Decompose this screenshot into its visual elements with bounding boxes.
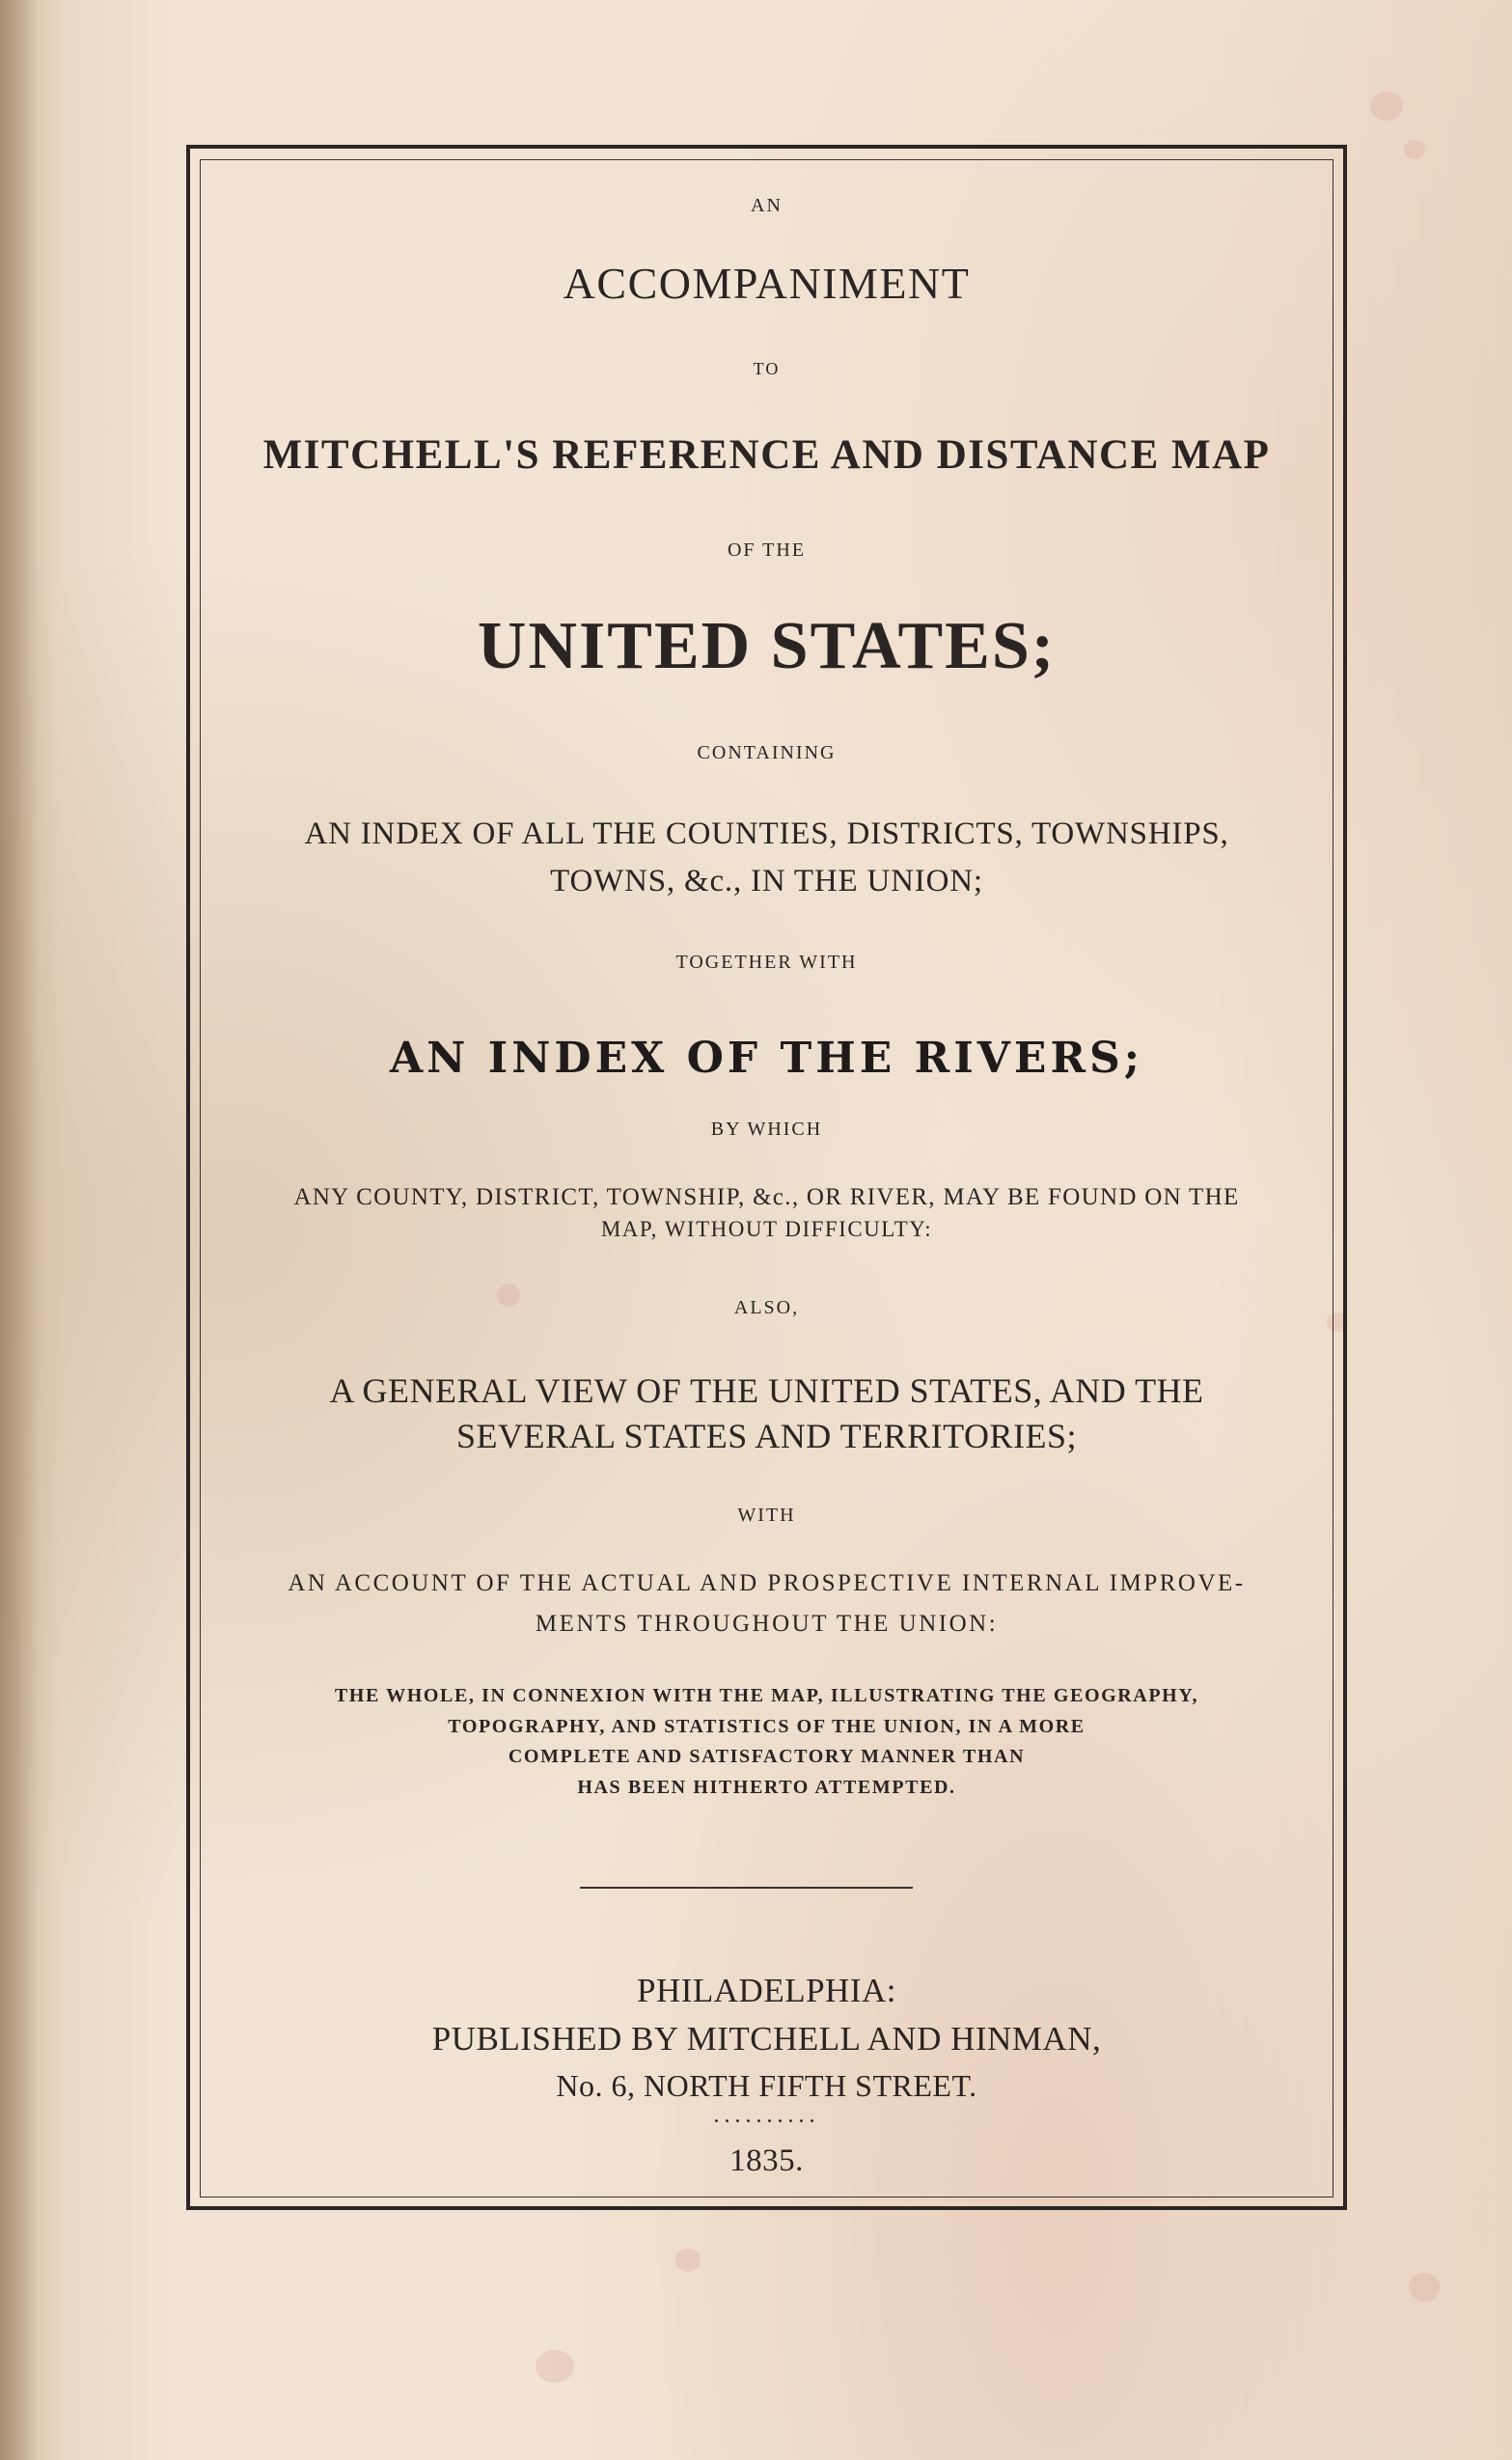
line-account-2: MENTS THROUGHOUT THE UNION: bbox=[535, 1611, 999, 1637]
line-by-which: BY WHICH bbox=[710, 1119, 823, 1140]
line-with: WITH bbox=[737, 1505, 796, 1526]
imprint-address: No. 6, NORTH FIFTH STREET. bbox=[556, 2068, 977, 2103]
title-page-content bbox=[200, 159, 1333, 2197]
line-together-with: TOGETHER WITH bbox=[675, 952, 858, 973]
line-an: AN bbox=[751, 195, 783, 216]
foxing-stain bbox=[1370, 92, 1403, 121]
line-united-states: UNITED STATES; bbox=[477, 609, 1057, 683]
foxing-stain bbox=[1404, 140, 1425, 159]
line-found-1: ANY COUNTY, DISTRICT, TOWNSHIP, &c., OR RIVER, MAY BE FOUND ON THE bbox=[293, 1184, 1240, 1210]
imprint-city: PHILADELPHIA: bbox=[637, 1972, 896, 2009]
line-index-rivers: AN INDEX OF THE RIVERS; bbox=[389, 1034, 1144, 1083]
line-of-the: OF THE bbox=[727, 539, 807, 561]
imprint-publisher: PUBLISHED BY MITCHELL AND HINMAN, bbox=[431, 2020, 1102, 2058]
line-whole-3: COMPLETE AND SATISFACTORY MANNER THAN bbox=[508, 1746, 1026, 1767]
line-whole-2: TOPOGRAPHY, AND STATISTICS OF THE UNION, IN A MORE bbox=[448, 1716, 1086, 1737]
foxing-stain bbox=[1409, 2273, 1440, 2302]
page-spine-shadow bbox=[0, 0, 39, 2460]
line-general-view-2: SEVERAL STATES AND TERRITORIES; bbox=[455, 1417, 1077, 1455]
line-to: TO bbox=[753, 359, 781, 378]
line-reference-map: MITCHELL'S REFERENCE AND DISTANCE MAP bbox=[262, 432, 1271, 478]
foxing-stain bbox=[536, 2350, 574, 2383]
foxing-stain bbox=[675, 2249, 701, 2272]
imprint-year: 1835. bbox=[729, 2143, 804, 2178]
line-also: ALSO, bbox=[733, 1297, 800, 1318]
line-index-counties-1: AN INDEX OF ALL THE COUNTIES, DISTRICTS, TOWNSHIPS, bbox=[304, 816, 1229, 851]
line-account-1: AN ACCOUNT OF THE ACTUAL AND PROSPECTIVE INTERNAL IMPROVE- bbox=[288, 1570, 1246, 1596]
imprint-dots: .......... bbox=[713, 2103, 820, 2128]
horizontal-rule bbox=[580, 1887, 913, 1889]
line-whole-4: HAS BEEN HITHERTO ATTEMPTED. bbox=[577, 1777, 956, 1798]
line-found-2: MAP, WITHOUT DIFFICULTY: bbox=[600, 1217, 933, 1241]
line-index-counties-2: TOWNS, &c., IN THE UNION; bbox=[550, 864, 983, 898]
line-general-view-1: A GENERAL VIEW OF THE UNITED STATES, AND THE bbox=[329, 1371, 1204, 1410]
line-containing: CONTAINING bbox=[697, 742, 837, 763]
line-whole-1: THE WHOLE, IN CONNEXION WITH THE MAP, ILLUSTRATING THE GEOGRAPHY, bbox=[334, 1685, 1199, 1706]
line-accompaniment: ACCOMPANIMENT bbox=[563, 259, 971, 308]
